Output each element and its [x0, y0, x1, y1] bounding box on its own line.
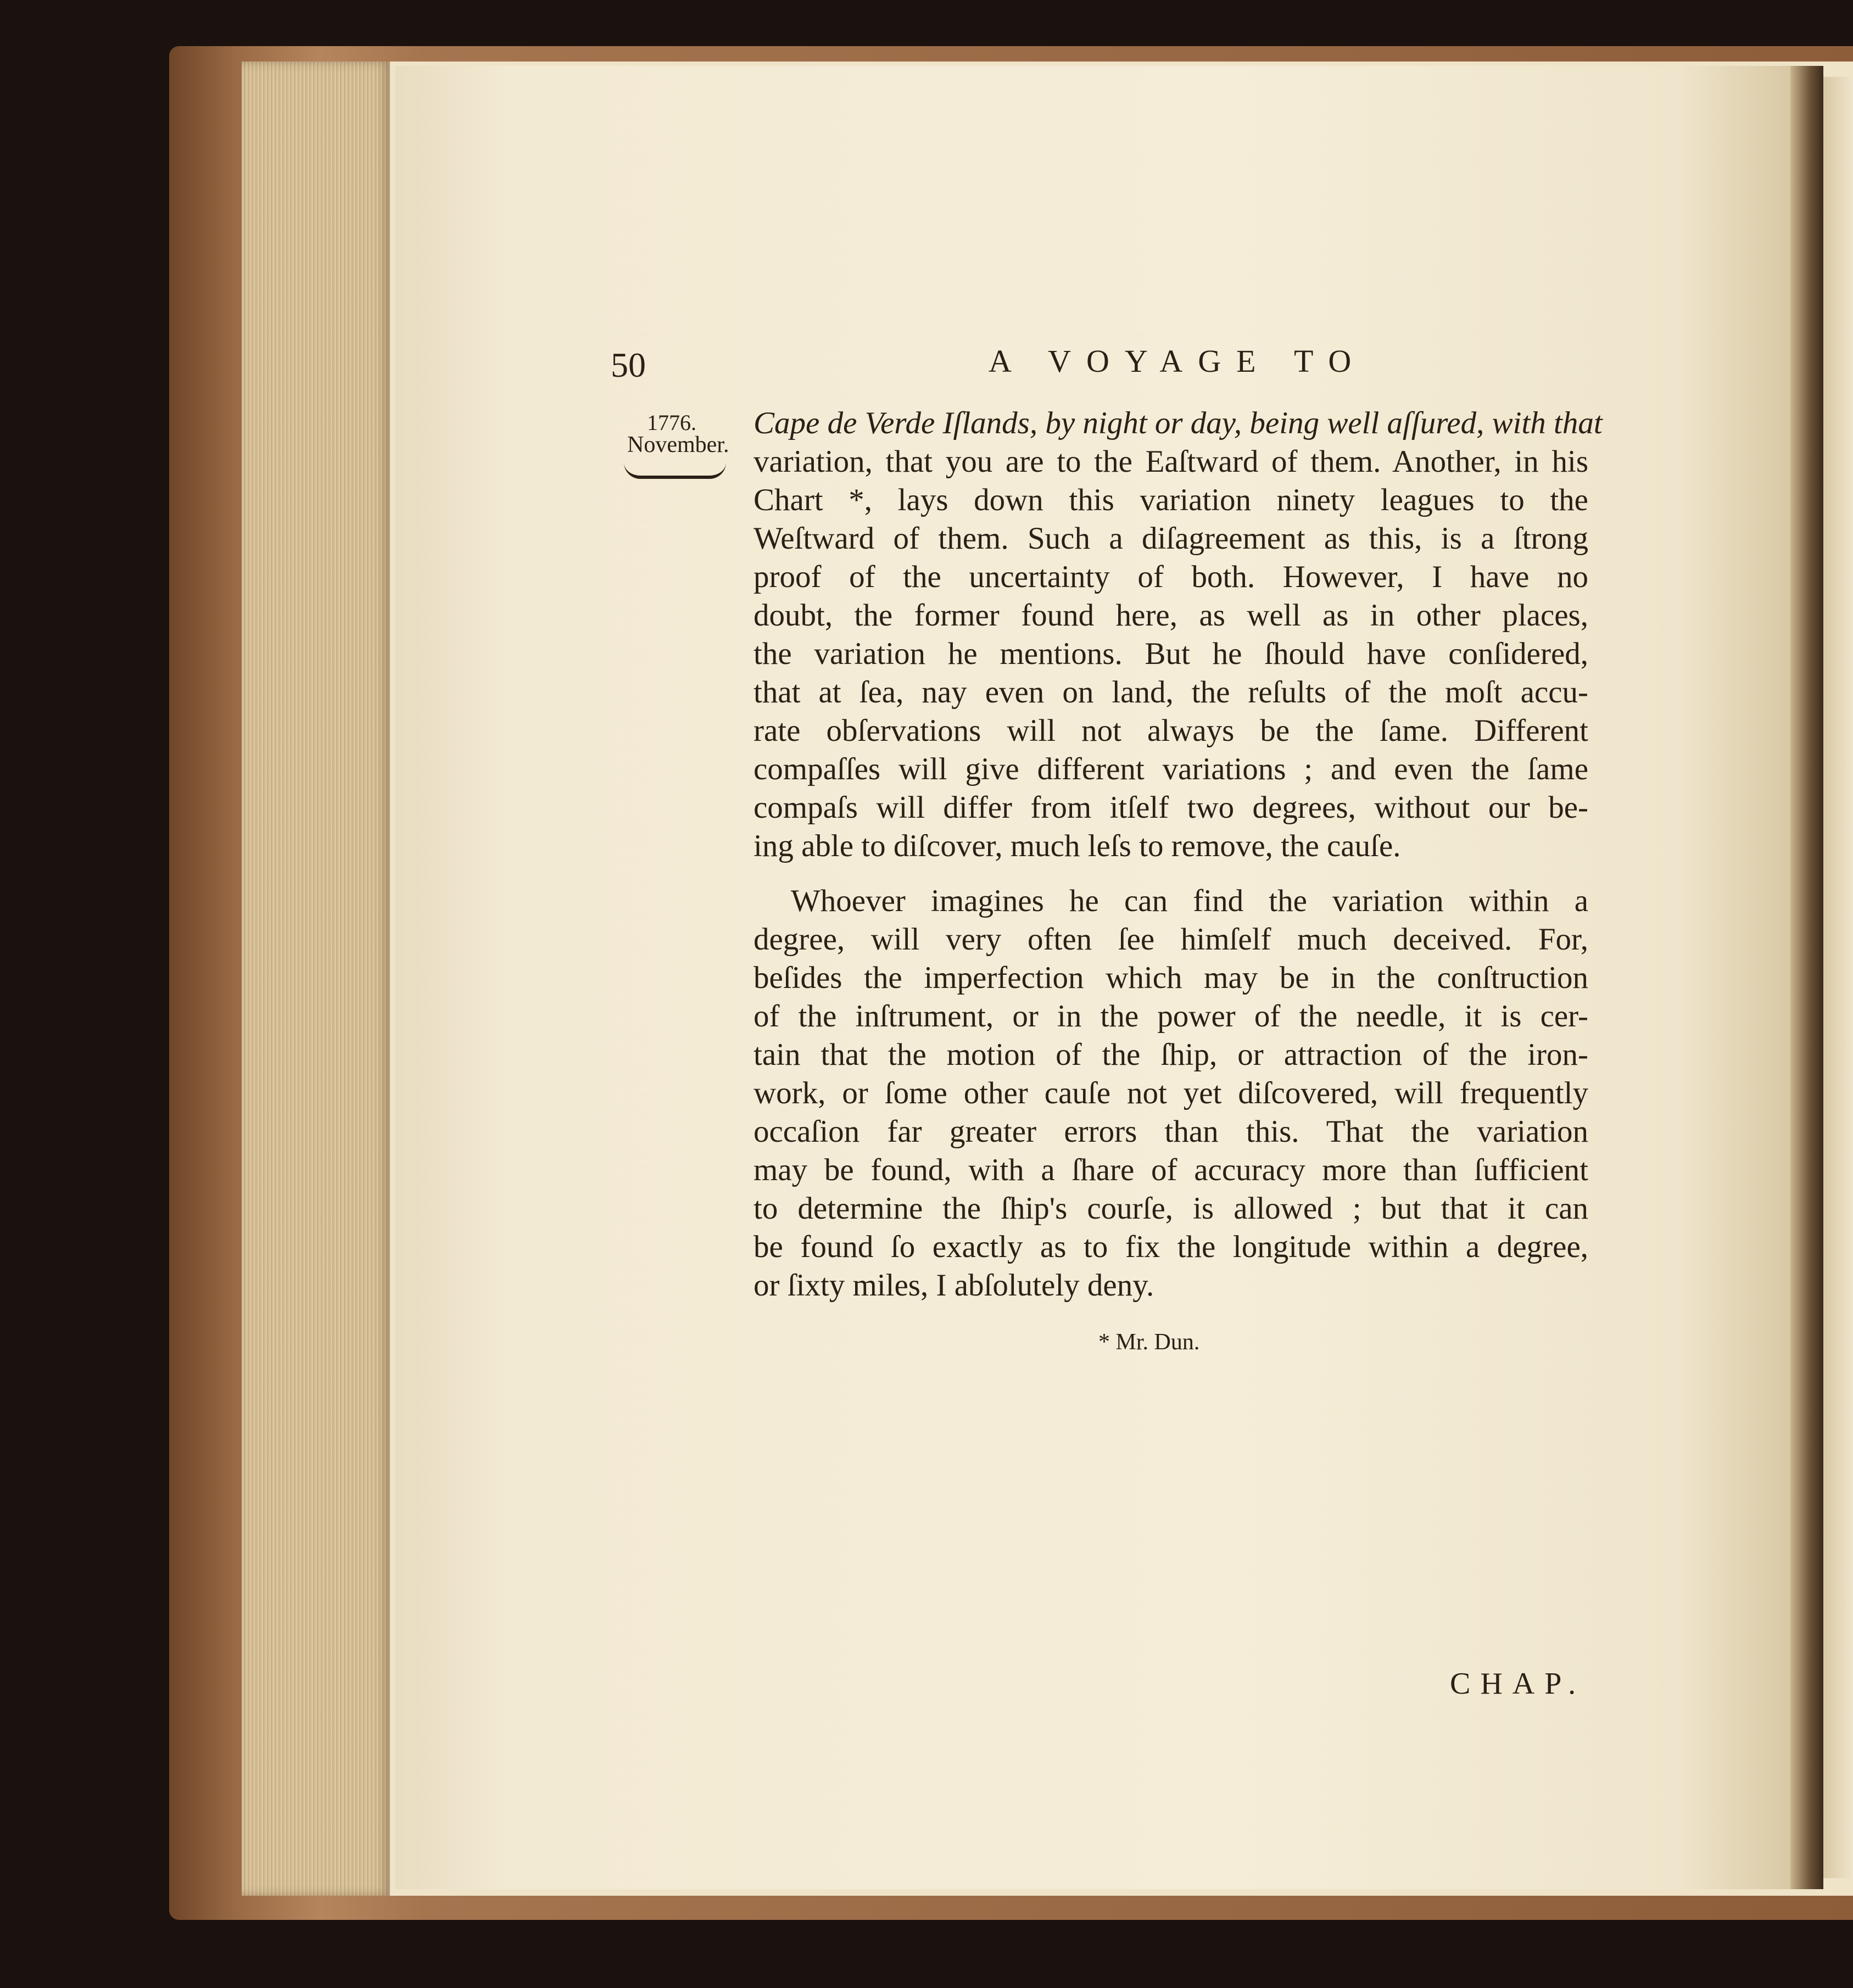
paragraph1-line: proof of the uncertainty of both. However, I have no: [754, 560, 1588, 594]
paragraph2-line: of the inſtrument, or in the power of the needle, it is cer-: [754, 999, 1588, 1034]
paragraph1-line: compaſſes will give different variations ; and even the ſame: [754, 752, 1588, 786]
book-gutter: [1790, 66, 1823, 1889]
paragraph1-line: Cape de Verde Iſlands, by night or day, being well aſſured, with that: [754, 406, 1603, 440]
margin-note-year: 1776.: [647, 410, 696, 435]
paragraph1-line: Chart *, lays down this variation ninety leagues to the: [754, 483, 1588, 517]
margin-note-month: November.: [627, 432, 729, 457]
paragraph2-line: may be found, with a ſhare of accuracy more than ſufficient: [754, 1153, 1588, 1187]
paragraph2-line: Whoever imagines he can find the variation within a: [791, 884, 1588, 918]
paragraph2-line: or ſixty miles, I abſolutely deny.: [754, 1268, 1154, 1303]
facing-page-edge: [1823, 77, 1853, 1878]
page-number: 50: [611, 345, 646, 384]
running-head: A VOYAGE TO: [989, 343, 1367, 379]
paragraph1-line: variation, that you are to the Eaſtward of them. Another, in his: [754, 444, 1588, 479]
paragraph2-line: tain that the motion of the ſhip, or attraction of the iron-: [754, 1037, 1588, 1072]
catchword: CHAP.: [1450, 1667, 1586, 1701]
footnote: * Mr. Dun.: [1098, 1330, 1200, 1355]
paragraph1-line: ing able to diſcover, much leſs to remove, the cauſe.: [754, 829, 1401, 863]
paragraph2-line: work, or ſome other cauſe not yet diſcovered, will frequently: [754, 1076, 1588, 1110]
paragraph1-line: rate obſervations will not always be the ſame. Different: [754, 713, 1588, 748]
page-edges: [242, 62, 390, 1896]
paragraph2-line: to determine the ſhip's courſe, is allowed ; but that it can: [754, 1191, 1588, 1226]
paragraph1-line: the variation he mentions. But he ſhould have conſidered,: [754, 636, 1588, 671]
paragraph1-line: that at ſea, nay even on land, the reſults of the moſt accu-: [754, 675, 1588, 710]
paragraph1-line: Weſtward of them. Such a diſagreement as this, is a ſtrong: [754, 521, 1588, 556]
paragraph2-line: be found ſo exactly as to fix the longitude within a degree,: [754, 1230, 1588, 1264]
paragraph2-line: degree, will very often ſee himſelf much deceived. For,: [754, 922, 1588, 957]
paragraph1-line: doubt, the former found here, as well as in other places,: [754, 598, 1588, 633]
paragraph1-line: compaſs will differ from itſelf two degrees, without our be-: [754, 790, 1588, 825]
paragraph2-line: beſides the imperfection which may be in the conſtruction: [754, 961, 1588, 995]
margin-brace: [624, 461, 726, 479]
paragraph2-line: occaſion far greater errors than this. That the variation: [754, 1114, 1588, 1149]
